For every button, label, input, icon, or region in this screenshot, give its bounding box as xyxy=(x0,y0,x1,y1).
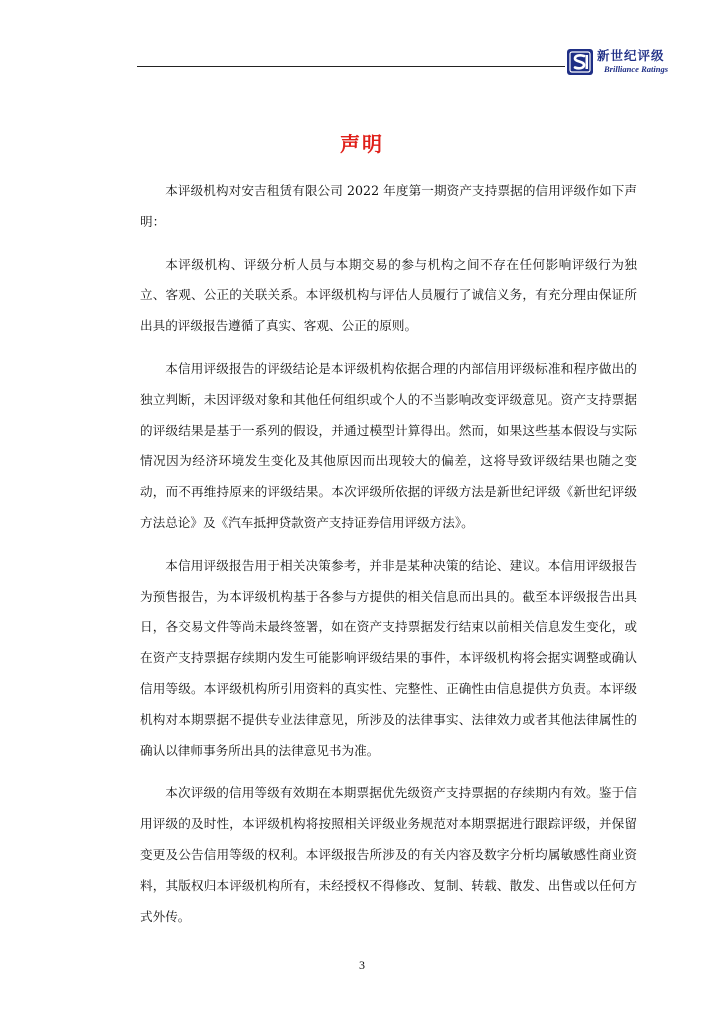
brilliance-logo-icon xyxy=(566,48,594,76)
header-rule xyxy=(137,66,565,67)
brand-logo xyxy=(566,46,686,78)
paragraph-methodology: 本信用评级报告的评级结论是本评级机构依据合理的内部信用评级标准和程序做出的独立判断，未因评级对象和其他任何组织或个人的不当影响改变评级意见。资产支持票据的评级结果是基于一系列的假设，并通过模型计算得出。然而，如果这些基本假设与实际情况因为经济环境发生变化及其他原因而出现较大的偏差，这将导致评级结果也随之变动，而不再维持原来的评级结果。本次评级所依据的评级方法是新世纪评级《新世纪评级方法总论》及《汽车抵押贷款资产支持证券信用评级方法》。 xyxy=(140,360,637,530)
logo-english-name: Brilliance Ratings xyxy=(604,64,668,74)
page-number: 3 xyxy=(359,958,365,972)
page-title: 声明 xyxy=(340,132,384,156)
paragraph-usage-disclaimer: 本信用评级报告用于相关决策参考，并非是某种决策的结论、建议。本信用评级报告为预售报告，为本评级机构基于各参与方提供的相关信息而出具的。截至本评级报告出具日，各交易文件等尚未最终签署，如在资产支持票据发行结束以前相关信息发生变化，或在资产支持票据存续期内发生可能影响评级结果的事件，本评级机构将会据实调整或确认信用等级。本评级机构所引用资料的真实性、完整性、正确性由信息提供方负责。本评级机构对本期票据不提供专业法律意见，所涉及的法律事实、法律效力或者其他法律属性的确认以律师事务所出具的法律意见书为准。 xyxy=(140,557,637,758)
paragraph-intro: 本评级机构对安吉租赁有限公司 2022 年度第一期资产支持票据的信用评级作如下声明： xyxy=(140,183,637,229)
paragraph-validity-copyright: 本次评级的信用等级有效期在本期票据优先级资产支持票据的存续期内有效。鉴于信用评级的及时性，本评级机构将按照相关评级业务规范对本期票据进行跟踪评级，并保留变更及公告信用等级的权利。本评级报告所涉及的有关内容及数字分析均属敏感性商业资料，其版权归本评级机构所有，未经授权不得修改、复制、转载、散发、出售或以任何方式外传。 xyxy=(140,785,637,924)
paragraph-independence: 本评级机构、评级分析人员与本期交易的参与机构之间不存在任何影响评级行为独立、客观、公正的关联关系。本评级机构与评估人员履行了诚信义务，有充分理由保证所出具的评级报告遵循了真实、客观、公正的原则。 xyxy=(140,256,637,334)
logo-chinese-name: 新世纪评级 xyxy=(597,48,665,63)
statement-body xyxy=(140,176,637,944)
